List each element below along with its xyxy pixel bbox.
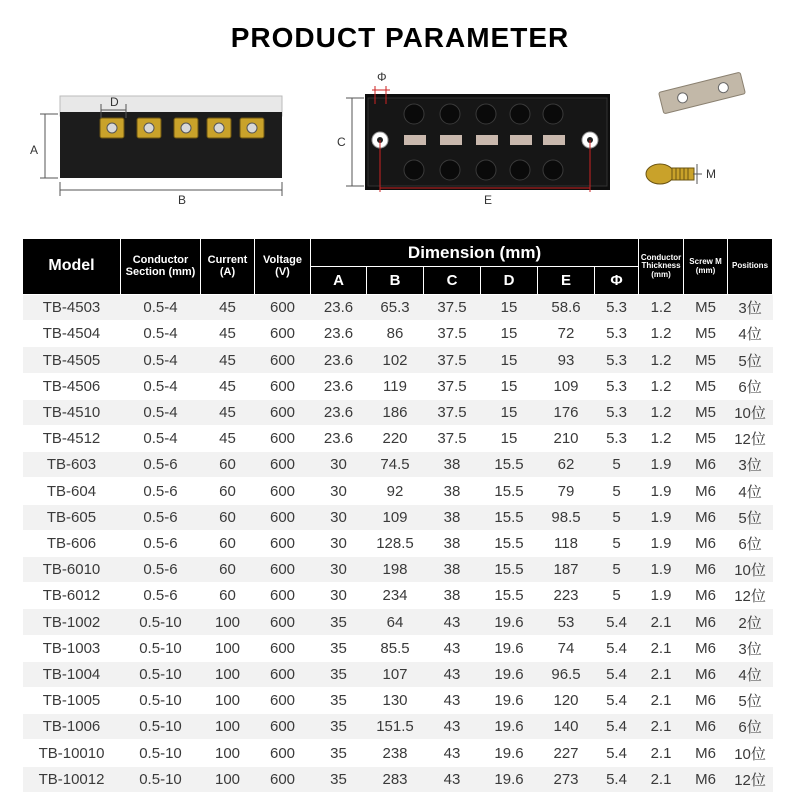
table-row (23, 504, 773, 530)
cell-dim-a: 23.6 (311, 347, 367, 373)
cell-screw: M6 (684, 530, 728, 556)
cell-dim-a: 30 (311, 478, 367, 504)
header-voltage: Voltage (V) (255, 239, 311, 295)
cell-dim-e: 140 (538, 714, 595, 740)
cell-positions: 2位 (728, 609, 773, 635)
cell-positions: 3位 (728, 295, 773, 321)
header-model: Model (23, 239, 121, 295)
cell-dim-b: 198 (367, 557, 424, 583)
header-dim-c: C (424, 267, 481, 295)
cell-voltage: 600 (255, 688, 311, 714)
cell-current: 100 (201, 635, 255, 661)
cell-dim-c: 43 (424, 635, 481, 661)
table-row (23, 766, 773, 792)
cell-dim-d: 19.6 (481, 740, 538, 766)
cell-dim-phi: 5.4 (595, 714, 639, 740)
cell-voltage: 600 (255, 714, 311, 740)
cell-current: 60 (201, 478, 255, 504)
cell-conductor-thickness: 1.2 (639, 399, 684, 425)
cell-screw: M5 (684, 399, 728, 425)
cell-dim-d: 15.5 (481, 530, 538, 556)
cell-voltage: 600 (255, 635, 311, 661)
cell-conductor-thickness: 1.2 (639, 373, 684, 399)
cell-model: TB-6012 (23, 583, 121, 609)
table-row (23, 347, 773, 373)
table-row (23, 295, 773, 321)
cell-conductor-thickness: 1.9 (639, 530, 684, 556)
cell-dim-c: 38 (424, 557, 481, 583)
cell-model: TB-6010 (23, 557, 121, 583)
label-a: A (30, 143, 39, 157)
cell-current: 60 (201, 452, 255, 478)
cell-dim-d: 15 (481, 373, 538, 399)
cell-dim-e: 98.5 (538, 504, 595, 530)
cell-model: TB-4505 (23, 347, 121, 373)
header-dim-d: D (481, 267, 538, 295)
cell-dim-phi: 5 (595, 504, 639, 530)
table-row (23, 321, 773, 347)
cell-model: TB-4503 (23, 295, 121, 321)
cell-dim-e: 118 (538, 530, 595, 556)
cell-dim-b: 64 (367, 609, 424, 635)
cell-positions: 10位 (728, 399, 773, 425)
table-body (23, 295, 773, 793)
cell-dim-c: 38 (424, 530, 481, 556)
cell-voltage: 600 (255, 426, 311, 452)
cell-positions: 4位 (728, 478, 773, 504)
cell-conductor-section: 0.5-10 (121, 688, 201, 714)
cell-dim-b: 85.5 (367, 635, 424, 661)
cell-conductor-thickness: 2.1 (639, 661, 684, 687)
cell-voltage: 600 (255, 295, 311, 321)
label-b: B (178, 193, 187, 207)
cell-screw: M6 (684, 714, 728, 740)
cell-dim-e: 79 (538, 478, 595, 504)
table-row (23, 530, 773, 556)
cell-positions: 12位 (728, 426, 773, 452)
cell-positions: 10位 (728, 740, 773, 766)
table-row (23, 452, 773, 478)
cell-screw: M6 (684, 635, 728, 661)
cell-dim-c: 43 (424, 714, 481, 740)
cell-dim-phi: 5.4 (595, 661, 639, 687)
cell-dim-phi: 5.4 (595, 635, 639, 661)
cell-current: 100 (201, 609, 255, 635)
cell-model: TB-1004 (23, 661, 121, 687)
cell-conductor-thickness: 1.9 (639, 452, 684, 478)
cell-dim-a: 35 (311, 766, 367, 792)
cell-screw: M5 (684, 295, 728, 321)
cell-dim-b: 74.5 (367, 452, 424, 478)
cell-dim-a: 35 (311, 635, 367, 661)
table-row (23, 661, 773, 687)
header-dim-e: E (538, 267, 595, 295)
cell-conductor-section: 0.5-6 (121, 452, 201, 478)
cell-conductor-thickness: 1.9 (639, 557, 684, 583)
cell-dim-a: 35 (311, 609, 367, 635)
product-diagram (0, 60, 800, 230)
cell-dim-c: 37.5 (424, 399, 481, 425)
front-view (30, 95, 282, 207)
screw-icon (646, 164, 716, 184)
cell-model: TB-1006 (23, 714, 121, 740)
cell-voltage: 600 (255, 609, 311, 635)
cell-conductor-thickness: 2.1 (639, 635, 684, 661)
cell-model: TB-1005 (23, 688, 121, 714)
cell-dim-e: 227 (538, 740, 595, 766)
cell-dim-d: 15 (481, 426, 538, 452)
cell-dim-d: 15.5 (481, 583, 538, 609)
cell-current: 45 (201, 347, 255, 373)
cell-conductor-thickness: 2.1 (639, 609, 684, 635)
cell-current: 45 (201, 295, 255, 321)
cell-dim-a: 23.6 (311, 373, 367, 399)
cell-dim-d: 15.5 (481, 504, 538, 530)
cell-conductor-thickness: 1.2 (639, 426, 684, 452)
cell-positions: 5位 (728, 504, 773, 530)
cell-model: TB-606 (23, 530, 121, 556)
cell-dim-b: 234 (367, 583, 424, 609)
cell-conductor-thickness: 1.2 (639, 295, 684, 321)
cell-screw: M6 (684, 504, 728, 530)
header-positions: Positions (728, 239, 773, 295)
cell-screw: M6 (684, 661, 728, 687)
top-view (337, 70, 610, 207)
cell-dim-e: 62 (538, 452, 595, 478)
cell-dim-phi: 5.3 (595, 373, 639, 399)
cell-dim-d: 19.6 (481, 609, 538, 635)
cell-screw: M6 (684, 583, 728, 609)
cell-dim-b: 65.3 (367, 295, 424, 321)
cell-current: 45 (201, 373, 255, 399)
cell-dim-a: 23.6 (311, 321, 367, 347)
cell-conductor-section: 0.5-10 (121, 740, 201, 766)
cell-current: 100 (201, 661, 255, 687)
cell-dim-b: 238 (367, 740, 424, 766)
cell-conductor-section: 0.5-6 (121, 557, 201, 583)
cell-voltage: 600 (255, 347, 311, 373)
cell-dim-b: 151.5 (367, 714, 424, 740)
cell-dim-b: 102 (367, 347, 424, 373)
cell-conductor-section: 0.5-4 (121, 295, 201, 321)
cell-screw: M6 (684, 609, 728, 635)
header-screw: Screw M (mm) (684, 239, 728, 295)
cell-dim-c: 43 (424, 766, 481, 792)
cell-current: 100 (201, 740, 255, 766)
cell-dim-c: 37.5 (424, 321, 481, 347)
cell-dim-a: 23.6 (311, 295, 367, 321)
cell-screw: M5 (684, 321, 728, 347)
cell-screw: M6 (684, 740, 728, 766)
cell-dim-phi: 5 (595, 530, 639, 556)
cell-dim-c: 38 (424, 504, 481, 530)
cell-dim-c: 43 (424, 661, 481, 687)
header-conductor-section: Conductor Section (mm) (121, 239, 201, 295)
cell-voltage: 600 (255, 373, 311, 399)
cell-dim-phi: 5.4 (595, 609, 639, 635)
table-row (23, 557, 773, 583)
cell-voltage: 600 (255, 661, 311, 687)
cell-positions: 6位 (728, 714, 773, 740)
cell-conductor-thickness: 1.2 (639, 321, 684, 347)
cell-dim-d: 19.6 (481, 766, 538, 792)
cell-dim-phi: 5 (595, 583, 639, 609)
cell-dim-d: 15.5 (481, 478, 538, 504)
cell-voltage: 600 (255, 766, 311, 792)
cell-dim-d: 15.5 (481, 557, 538, 583)
cell-conductor-thickness: 1.9 (639, 478, 684, 504)
cell-model: TB-1003 (23, 635, 121, 661)
cell-dim-a: 35 (311, 714, 367, 740)
cell-model: TB-603 (23, 452, 121, 478)
header-dim-b: B (367, 267, 424, 295)
cell-dim-d: 15 (481, 399, 538, 425)
label-m: M (706, 167, 716, 181)
table-row (23, 635, 773, 661)
cell-dim-a: 30 (311, 504, 367, 530)
header-conductor-thickness: Conductor Thickness (mm) (639, 239, 684, 295)
cell-dim-phi: 5.4 (595, 766, 639, 792)
cell-conductor-thickness: 1.9 (639, 583, 684, 609)
cell-current: 60 (201, 557, 255, 583)
label-d: D (110, 95, 119, 109)
cell-conductor-thickness: 2.1 (639, 740, 684, 766)
cell-dim-c: 37.5 (424, 347, 481, 373)
cell-conductor-thickness: 1.2 (639, 347, 684, 373)
cell-dim-phi: 5 (595, 478, 639, 504)
table-row (23, 714, 773, 740)
cell-conductor-section: 0.5-4 (121, 426, 201, 452)
cell-conductor-section: 0.5-6 (121, 504, 201, 530)
cell-conductor-section: 0.5-4 (121, 321, 201, 347)
cell-dim-phi: 5.3 (595, 399, 639, 425)
cell-dim-b: 86 (367, 321, 424, 347)
cell-dim-phi: 5 (595, 557, 639, 583)
cell-current: 100 (201, 766, 255, 792)
cell-conductor-thickness: 2.1 (639, 766, 684, 792)
cell-dim-e: 74 (538, 635, 595, 661)
cell-dim-d: 19.6 (481, 661, 538, 687)
cell-model: TB-4506 (23, 373, 121, 399)
cell-dim-c: 38 (424, 452, 481, 478)
cell-screw: M5 (684, 347, 728, 373)
cell-dim-phi: 5.4 (595, 688, 639, 714)
cell-positions: 6位 (728, 373, 773, 399)
cell-current: 60 (201, 583, 255, 609)
cell-voltage: 600 (255, 530, 311, 556)
cell-dim-c: 38 (424, 583, 481, 609)
cell-model: TB-4510 (23, 399, 121, 425)
cell-positions: 12位 (728, 766, 773, 792)
cell-conductor-section: 0.5-4 (121, 373, 201, 399)
cell-dim-b: 107 (367, 661, 424, 687)
cell-conductor-section: 0.5-6 (121, 583, 201, 609)
cell-voltage: 600 (255, 399, 311, 425)
parameter-table (22, 238, 773, 793)
cell-dim-c: 37.5 (424, 295, 481, 321)
cell-dim-a: 30 (311, 530, 367, 556)
cell-dim-e: 187 (538, 557, 595, 583)
cell-dim-a: 23.6 (311, 399, 367, 425)
cell-dim-a: 35 (311, 661, 367, 687)
cell-dim-phi: 5.3 (595, 426, 639, 452)
cell-model: TB-10010 (23, 740, 121, 766)
cell-dim-d: 15 (481, 321, 538, 347)
cell-dim-a: 35 (311, 740, 367, 766)
cell-voltage: 600 (255, 740, 311, 766)
cell-current: 45 (201, 426, 255, 452)
cell-screw: M5 (684, 426, 728, 452)
cell-voltage: 600 (255, 478, 311, 504)
cell-dim-d: 15 (481, 347, 538, 373)
table-row (23, 688, 773, 714)
cell-dim-e: 96.5 (538, 661, 595, 687)
cell-voltage: 600 (255, 583, 311, 609)
cell-conductor-thickness: 2.1 (639, 714, 684, 740)
cell-dim-e: 210 (538, 426, 595, 452)
cell-conductor-thickness: 1.9 (639, 504, 684, 530)
cell-voltage: 600 (255, 452, 311, 478)
cell-dim-b: 128.5 (367, 530, 424, 556)
cell-dim-phi: 5.4 (595, 740, 639, 766)
cell-dim-b: 92 (367, 478, 424, 504)
header-dim-a: A (311, 267, 367, 295)
table-row (23, 583, 773, 609)
cell-dim-b: 186 (367, 399, 424, 425)
cell-conductor-thickness: 2.1 (639, 688, 684, 714)
cell-current: 45 (201, 399, 255, 425)
cell-current: 45 (201, 321, 255, 347)
cell-conductor-section: 0.5-10 (121, 766, 201, 792)
header-current: Current (A) (201, 239, 255, 295)
cell-conductor-section: 0.5-6 (121, 478, 201, 504)
cell-voltage: 600 (255, 321, 311, 347)
cell-positions: 5位 (728, 347, 773, 373)
cell-dim-a: 30 (311, 583, 367, 609)
cell-dim-a: 30 (311, 557, 367, 583)
label-c: C (337, 135, 346, 149)
cell-dim-d: 15.5 (481, 452, 538, 478)
label-phi: Φ (377, 70, 387, 84)
cell-conductor-section: 0.5-10 (121, 661, 201, 687)
cell-dim-d: 19.6 (481, 635, 538, 661)
cell-dim-e: 273 (538, 766, 595, 792)
cell-screw: M6 (684, 557, 728, 583)
cell-conductor-section: 0.5-6 (121, 530, 201, 556)
cell-dim-c: 37.5 (424, 373, 481, 399)
cell-positions: 10位 (728, 557, 773, 583)
cell-conductor-section: 0.5-10 (121, 609, 201, 635)
cell-model: TB-604 (23, 478, 121, 504)
cell-positions: 3位 (728, 452, 773, 478)
cell-current: 100 (201, 714, 255, 740)
cell-dim-e: 53 (538, 609, 595, 635)
cell-voltage: 600 (255, 504, 311, 530)
cell-screw: M6 (684, 452, 728, 478)
table-row (23, 740, 773, 766)
cell-current: 100 (201, 688, 255, 714)
cell-positions: 12位 (728, 583, 773, 609)
cell-current: 60 (201, 504, 255, 530)
cell-dim-b: 119 (367, 373, 424, 399)
cell-dim-e: 223 (538, 583, 595, 609)
cell-positions: 3位 (728, 635, 773, 661)
cell-positions: 6位 (728, 530, 773, 556)
cell-positions: 4位 (728, 321, 773, 347)
cell-positions: 5位 (728, 688, 773, 714)
table-row (23, 373, 773, 399)
cell-conductor-section: 0.5-10 (121, 635, 201, 661)
cell-model: TB-4504 (23, 321, 121, 347)
cell-dim-b: 283 (367, 766, 424, 792)
table-row (23, 609, 773, 635)
cell-dim-e: 58.6 (538, 295, 595, 321)
cell-dim-b: 130 (367, 688, 424, 714)
cell-dim-c: 43 (424, 740, 481, 766)
cell-dim-e: 120 (538, 688, 595, 714)
cell-dim-e: 109 (538, 373, 595, 399)
cell-dim-e: 176 (538, 399, 595, 425)
cell-dim-phi: 5.3 (595, 347, 639, 373)
cell-current: 60 (201, 530, 255, 556)
conductor-strip (659, 72, 746, 114)
cell-dim-b: 109 (367, 504, 424, 530)
cell-screw: M5 (684, 373, 728, 399)
cell-dim-a: 30 (311, 452, 367, 478)
cell-screw: M6 (684, 766, 728, 792)
cell-dim-d: 19.6 (481, 688, 538, 714)
cell-conductor-section: 0.5-4 (121, 347, 201, 373)
cell-dim-c: 43 (424, 609, 481, 635)
cell-model: TB-1002 (23, 609, 121, 635)
header-dim-phi: Φ (595, 267, 639, 295)
cell-voltage: 600 (255, 557, 311, 583)
cell-dim-a: 23.6 (311, 426, 367, 452)
cell-dim-d: 19.6 (481, 714, 538, 740)
cell-dim-d: 15 (481, 295, 538, 321)
cell-dim-c: 37.5 (424, 426, 481, 452)
cell-dim-phi: 5.3 (595, 321, 639, 347)
cell-conductor-section: 0.5-10 (121, 714, 201, 740)
cell-dim-e: 93 (538, 347, 595, 373)
cell-dim-b: 220 (367, 426, 424, 452)
table-row (23, 426, 773, 452)
cell-dim-phi: 5.3 (595, 295, 639, 321)
cell-model: TB-605 (23, 504, 121, 530)
table-row (23, 478, 773, 504)
cell-model: TB-4512 (23, 426, 121, 452)
header-dimension: Dimension (mm) (311, 239, 639, 267)
page-title: PRODUCT PARAMETER (230, 22, 570, 53)
cell-dim-e: 72 (538, 321, 595, 347)
label-e: E (484, 193, 493, 207)
cell-model: TB-10012 (23, 766, 121, 792)
cell-conductor-section: 0.5-4 (121, 399, 201, 425)
table-row (23, 399, 773, 425)
cell-dim-phi: 5 (595, 452, 639, 478)
cell-dim-c: 43 (424, 688, 481, 714)
cell-screw: M6 (684, 688, 728, 714)
cell-positions: 4位 (728, 661, 773, 687)
cell-dim-a: 35 (311, 688, 367, 714)
cell-screw: M6 (684, 478, 728, 504)
cell-dim-c: 38 (424, 478, 481, 504)
